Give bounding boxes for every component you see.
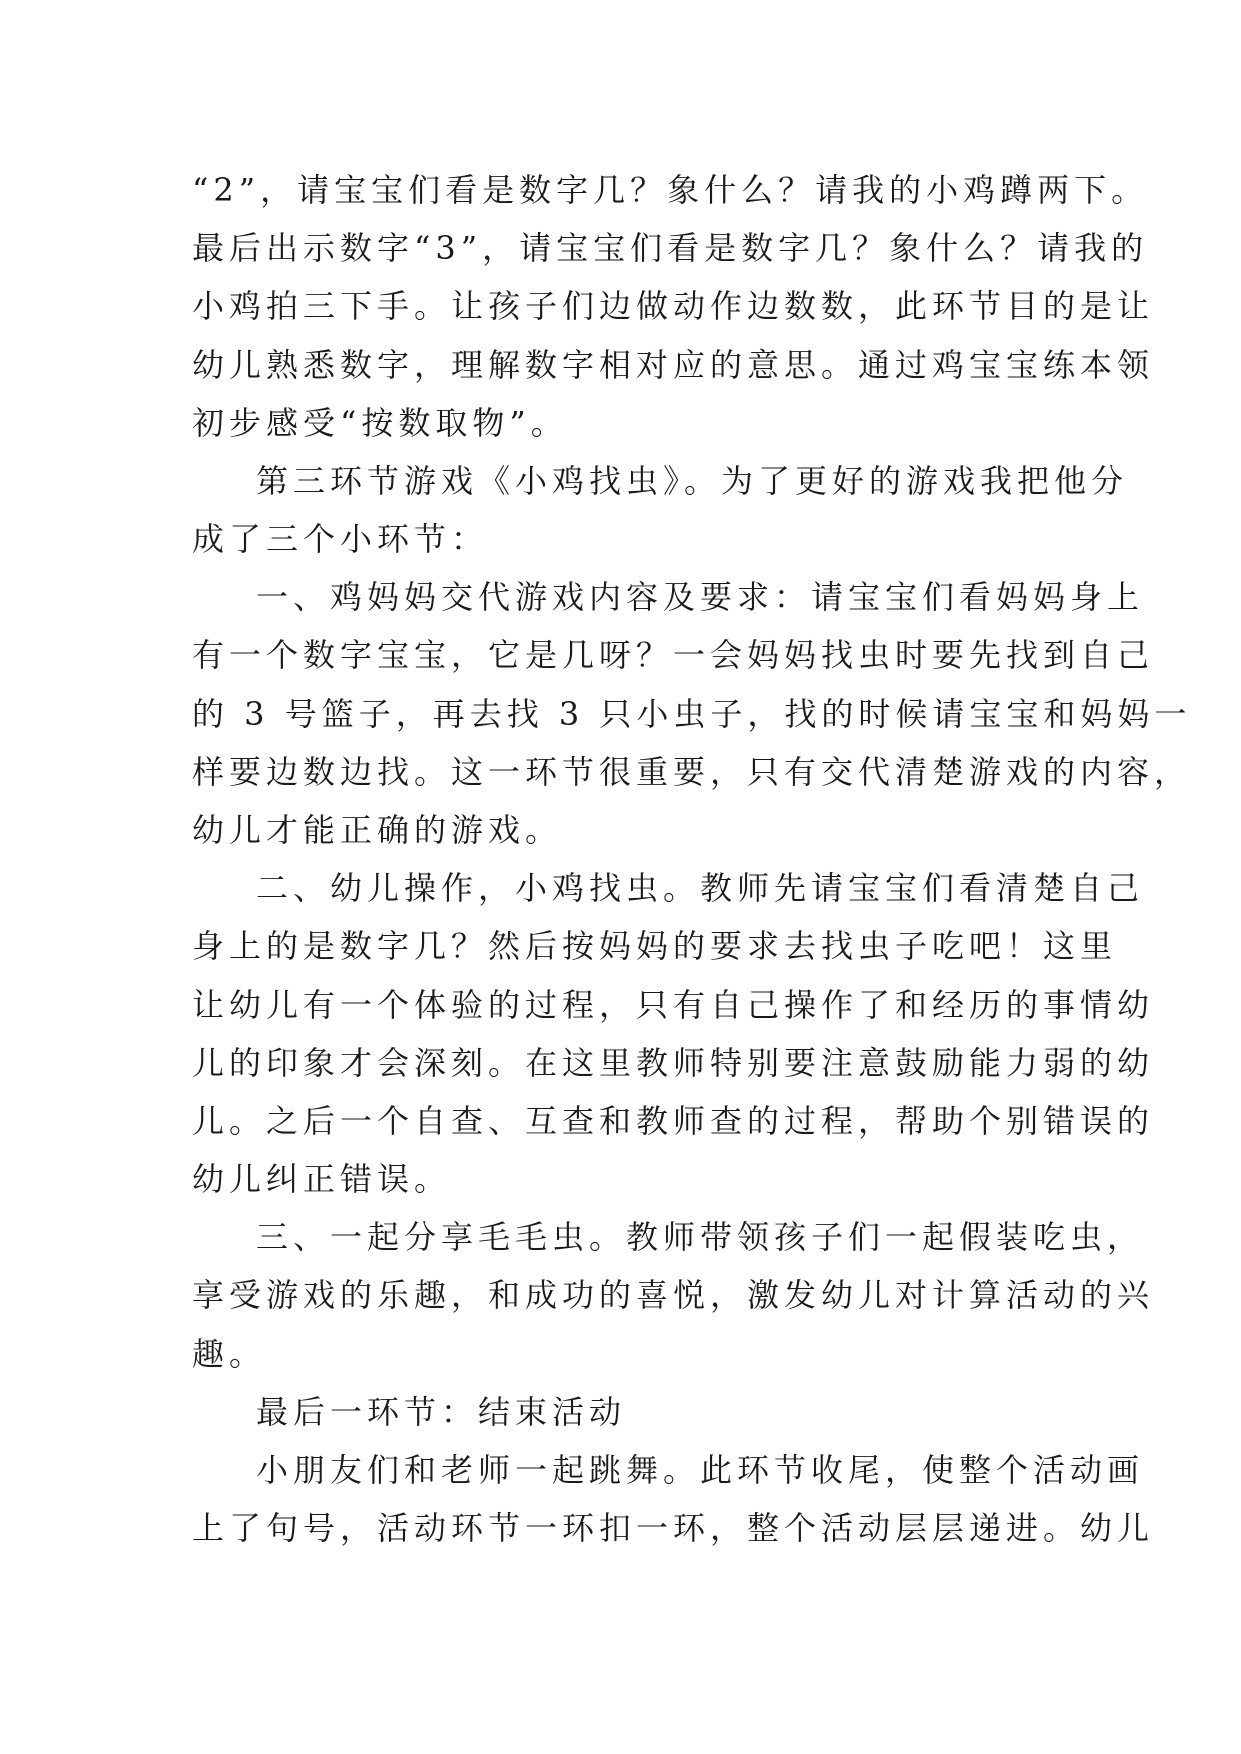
text-line: 小朋友们和老师一起跳舞。此环节收尾，使整个活动画 — [256, 1451, 1145, 1489]
text-line: 第三环节游戏《小鸡找虫》。为了更好的游戏我把他分 — [256, 462, 1129, 500]
text-line: 初步感受“按数取物”。 — [192, 404, 568, 442]
text-line: 有一个数字宝宝，它是几呀？一会妈妈找虫时要先找到自己 — [192, 636, 1155, 674]
text-line: 身上的是数字几？然后按妈妈的要求去找虫子吃吧！这里 — [192, 927, 1118, 965]
text-line: 最后一环节：结束活动 — [256, 1393, 627, 1431]
text-line: 上了句号，活动环节一环扣一环，整个活动层层递进。幼儿 — [192, 1509, 1155, 1547]
text-line: 小鸡拍三下手。让孩子们边做动作边数数，此环节目的是让 — [192, 287, 1155, 325]
text-line: 最后出示数字“3”，请宝宝们看是数字几？象什么？请我的 — [192, 229, 1149, 267]
text-line: 让幼儿有一个体验的过程，只有自己操作了和经历的事情幼 — [192, 986, 1155, 1024]
text-line: 成了三个小环节： — [192, 520, 489, 558]
text-line: 的 3 号篮子，再去找 3 只小虫子，找的时候请宝宝和妈妈一 — [192, 695, 1192, 733]
text-line: 三、一起分享毛毛虫。教师带领孩子们一起假装吃虫， — [256, 1218, 1145, 1256]
text-line: 二、幼儿操作，小鸡找虫。教师先请宝宝们看清楚自己 — [256, 869, 1145, 907]
text-line: 幼儿纠正错误。 — [192, 1160, 452, 1198]
text-line: 享受游戏的乐趣，和成功的喜悦，激发幼儿对计算活动的兴 — [192, 1276, 1155, 1314]
text-line: 一、鸡妈妈交代游戏内容及要求：请宝宝们看妈妈身上 — [256, 578, 1145, 616]
text-line: 趣。 — [192, 1335, 267, 1373]
text-line: 幼儿熟悉数字，理解数字相对应的意思。通过鸡宝宝练本领 — [192, 346, 1155, 384]
text-line: 儿的印象才会深刻。在这里教师特别要注意鼓励能力弱的幼 — [192, 1044, 1155, 1082]
text-line: 幼儿才能正确的游戏。 — [192, 811, 563, 849]
text-line: 样要边数边找。这一环节很重要，只有交代清楚游戏的内容， — [192, 753, 1192, 791]
text-line: “2”，请宝宝们看是数字几？象什么？请我的小鸡蹲两下。 — [192, 171, 1149, 209]
text-line: 儿。之后一个自查、互查和教师查的过程，帮助个别错误的 — [192, 1102, 1155, 1140]
